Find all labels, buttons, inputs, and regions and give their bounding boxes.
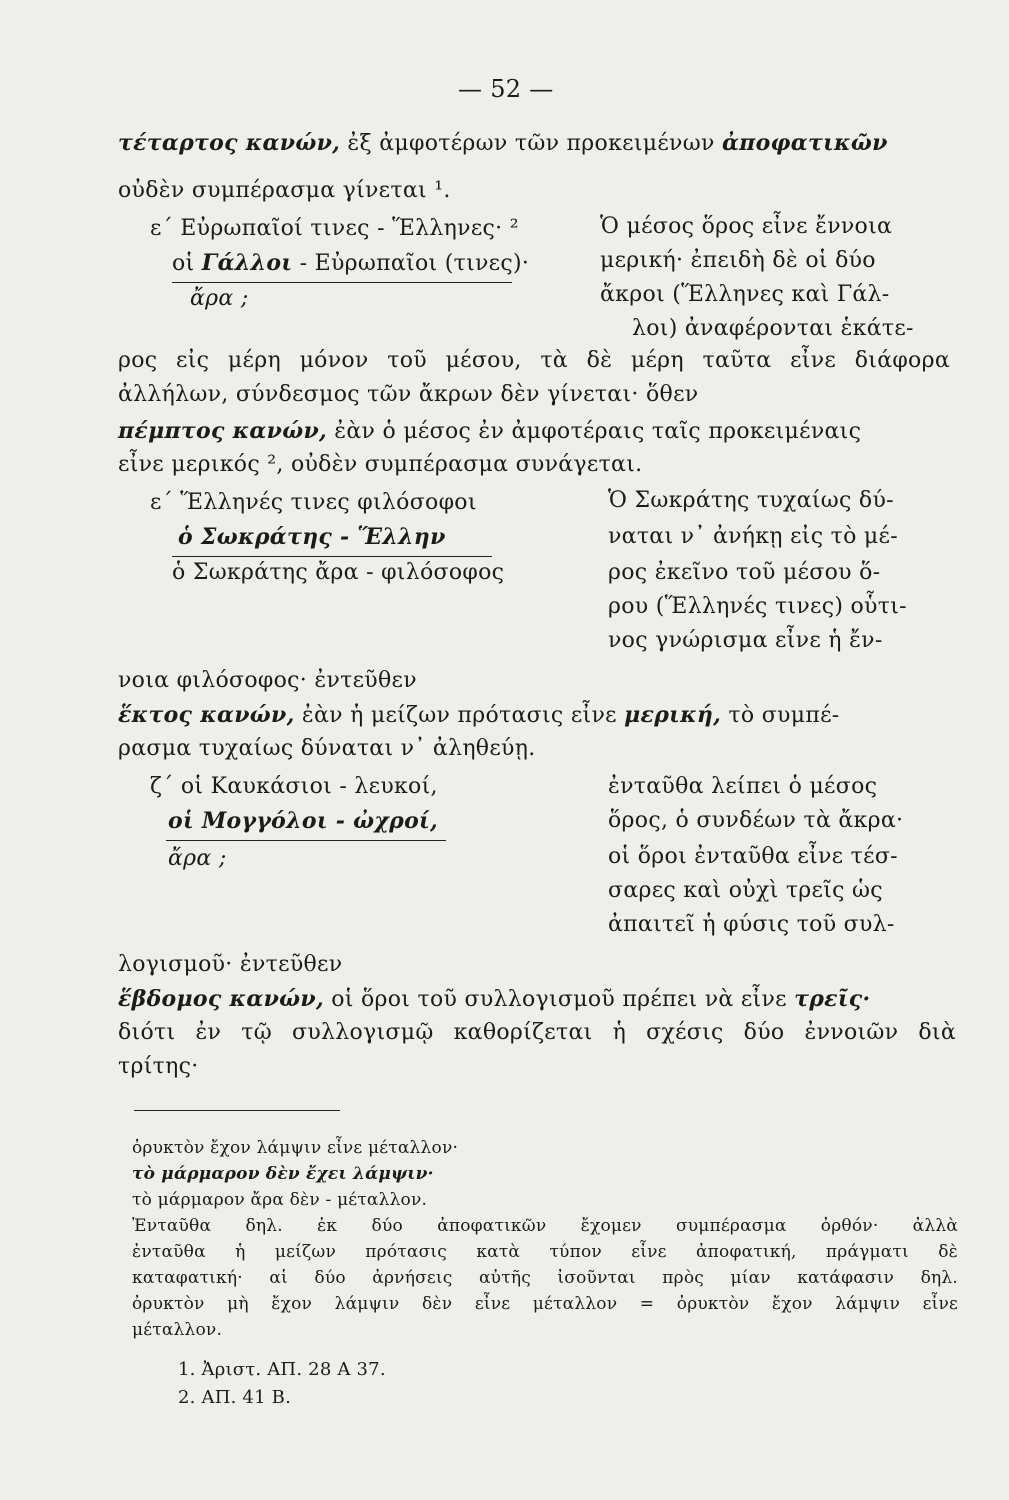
syllogism-premise: ε΄ Ἕλληνές τινες φιλόσοφοι <box>150 490 477 515</box>
syllogism-rule <box>172 282 512 283</box>
emphasis-term: μερική, <box>624 702 722 728</box>
footnote-line: τὸ μάρμαρον δὲν ἔχει λάμψιν· <box>132 1164 434 1184</box>
syllogism-rule <box>172 556 492 557</box>
commentary-line: ναται ν᾽ ἀνήκῃ εἰς τὸ μέ- <box>608 524 898 549</box>
text-span: - Εὐρωπαῖοι (τινες)· <box>292 251 530 276</box>
commentary-line: ἐνταῦθα λείπει ὁ μέσος <box>608 774 878 799</box>
text-line: νοια φιλόσοφος· ἐντεῦθεν <box>118 668 417 693</box>
rule-term: τέταρτος κανών, <box>118 130 341 156</box>
syllogism-premise: ὁ Σωκράτης - Ἕλλην <box>178 524 446 550</box>
text-span: ἐξ ἀμφοτέρων τῶν προκειμένων <box>340 131 722 156</box>
commentary-line: Ὁ μέσος ὅρος εἶνε ἔννοια <box>600 214 893 239</box>
text-span: ἐὰν ὁ μέσος ἐν ἀμφοτέραις ταῖς προκειμέναις <box>326 419 862 444</box>
footnote-line: μέταλλον. <box>132 1320 223 1340</box>
commentary-line: ἀπαιτεῖ ἡ φύσις τοῦ συλ- <box>608 912 895 937</box>
emphasis-term: ἀποφατικῶν <box>721 130 888 156</box>
commentary-line: ὅρος, ὁ συνδέων τὰ ἄκρα· <box>608 808 904 833</box>
footnote-line: τὸ μάρμαρον ἄρα δὲν - μέταλλον. <box>132 1190 428 1210</box>
commentary-line: σαρες καὶ οὐχὶ τρεῖς ὡς <box>608 878 883 903</box>
commentary-line: λοι) ἀναφέρονται ἑκάτε- <box>632 316 914 341</box>
footnote-line: ἐνταῦθα ἡ μείζων πρότασις κατὰ τύπον εἶνε ἀποφατική, πράγματι δὲ <box>132 1242 958 1262</box>
commentary-line: νος γνώρισμα εἶνε ἡ ἔν- <box>608 628 883 653</box>
text-line: τρίτης· <box>118 1054 199 1079</box>
text-line: οὐδὲν συμπέρασμα γίνεται ¹. <box>118 178 451 203</box>
text-line: λογισμοῦ· ἐντεῦθεν <box>118 952 343 977</box>
text-span: οἱ <box>172 251 202 276</box>
rule-term: ἕκτος κανών, <box>118 702 295 728</box>
footnote-line: καταφατική· αἱ δύο ἀρνήσεις αὐτῆς ἰσοῦνται πρὸς μίαν κατάφασιν δηλ. <box>132 1268 958 1288</box>
text-line <box>118 984 870 1015</box>
commentary-line: Ὁ Σωκράτης τυχαίως δύ- <box>608 488 894 513</box>
rule-term: πέμπτος κανών, <box>118 418 327 444</box>
emphasis-term: Γάλλοι <box>201 250 293 276</box>
commentary-line: οἱ ὅροι ἐνταῦθα εἶνε τέσ- <box>608 844 898 869</box>
commentary-line: ἄκροι (Ἕλληνες καὶ Γάλ- <box>600 282 890 307</box>
syllogism-premise <box>172 248 529 279</box>
text-line: ρασμα τυχαίως δύναται ν᾽ ἀληθεύῃ. <box>118 736 536 761</box>
syllogism-conclusion: ὁ Σωκράτης ἄρα - φιλόσοφος <box>172 560 505 585</box>
page-number: — 52 — <box>458 75 554 103</box>
footnote-separator <box>134 1110 340 1111</box>
reference-note: 2. ΑΠ. 41 Β. <box>178 1387 292 1408</box>
text-span: οἱ ὅροι τοῦ συλλογισμοῦ πρέπει νὰ εἶνε <box>323 987 795 1012</box>
syllogism-conclusion: ἄρα ; <box>168 846 227 871</box>
footnote-line: ὀρυκτὸν ἔχον λάμψιν εἶνε μέταλλον· <box>132 1138 459 1158</box>
text-span: τὸ συμπέ- <box>721 703 840 728</box>
text-line: διότι ἐν τῷ συλλογισμῷ καθορίζεται ἡ σχέσις δύο ἐννοιῶν διὰ <box>118 1020 956 1045</box>
footnote-line: Ἐνταῦθα δηλ. ἐκ δύο ἀποφατικῶν ἔχομεν συμπέρασμα ὀρθόν· ἀλλὰ <box>132 1216 958 1236</box>
syllogism-premise: οἱ Μογγόλοι - ὠχροί, <box>168 808 438 834</box>
text-line: ἀλλήλων, σύνδεσμος τῶν ἄκρων δὲν γίνεται· ὅθεν <box>118 382 699 407</box>
syllogism-premise: ε΄ Εὐρωπαῖοί τινες - Ἕλληνες· ² <box>150 216 519 241</box>
text-line <box>118 416 861 447</box>
text-span: ἐὰν ἡ μείζων πρότασις εἶνε <box>294 703 625 728</box>
reference-note: 1. Ἀριστ. ΑΠ. 28 Α 37. <box>178 1359 386 1380</box>
commentary-line: ρου (Ἕλληνές τινες) οὗτι- <box>608 594 907 619</box>
footnote-line: ὀρυκτὸν μὴ ἔχον λάμψιν δὲν εἶνε μέταλλον = ὀρυκτὸν ἔχον λάμψιν εἶνε <box>132 1294 958 1314</box>
emphasis-term: τρεῖς· <box>794 986 871 1012</box>
syllogism-conclusion: ἄρα ; <box>190 286 249 311</box>
rule-term: ἕβδομος κανών, <box>118 986 324 1012</box>
syllogism-premise: ζ΄ οἱ Καυκάσιοι - λευκοί, <box>150 774 438 799</box>
commentary-line: μερική· ἐπειδὴ δὲ οἱ δύο <box>600 248 876 273</box>
commentary-line: ρος ἐκεῖνο τοῦ μέσου ὅ- <box>608 560 881 585</box>
text-line <box>118 128 888 159</box>
syllogism-rule <box>166 840 446 841</box>
text-line: ρος εἰς μέρη μόνον τοῦ μέσου, τὰ δὲ μέρη ταῦτα εἶνε διάφορα <box>118 348 950 373</box>
text-line: εἶνε μερικός ², οὐδὲν συμπέρασμα συνάγεται. <box>118 452 643 477</box>
text-line <box>118 700 840 731</box>
